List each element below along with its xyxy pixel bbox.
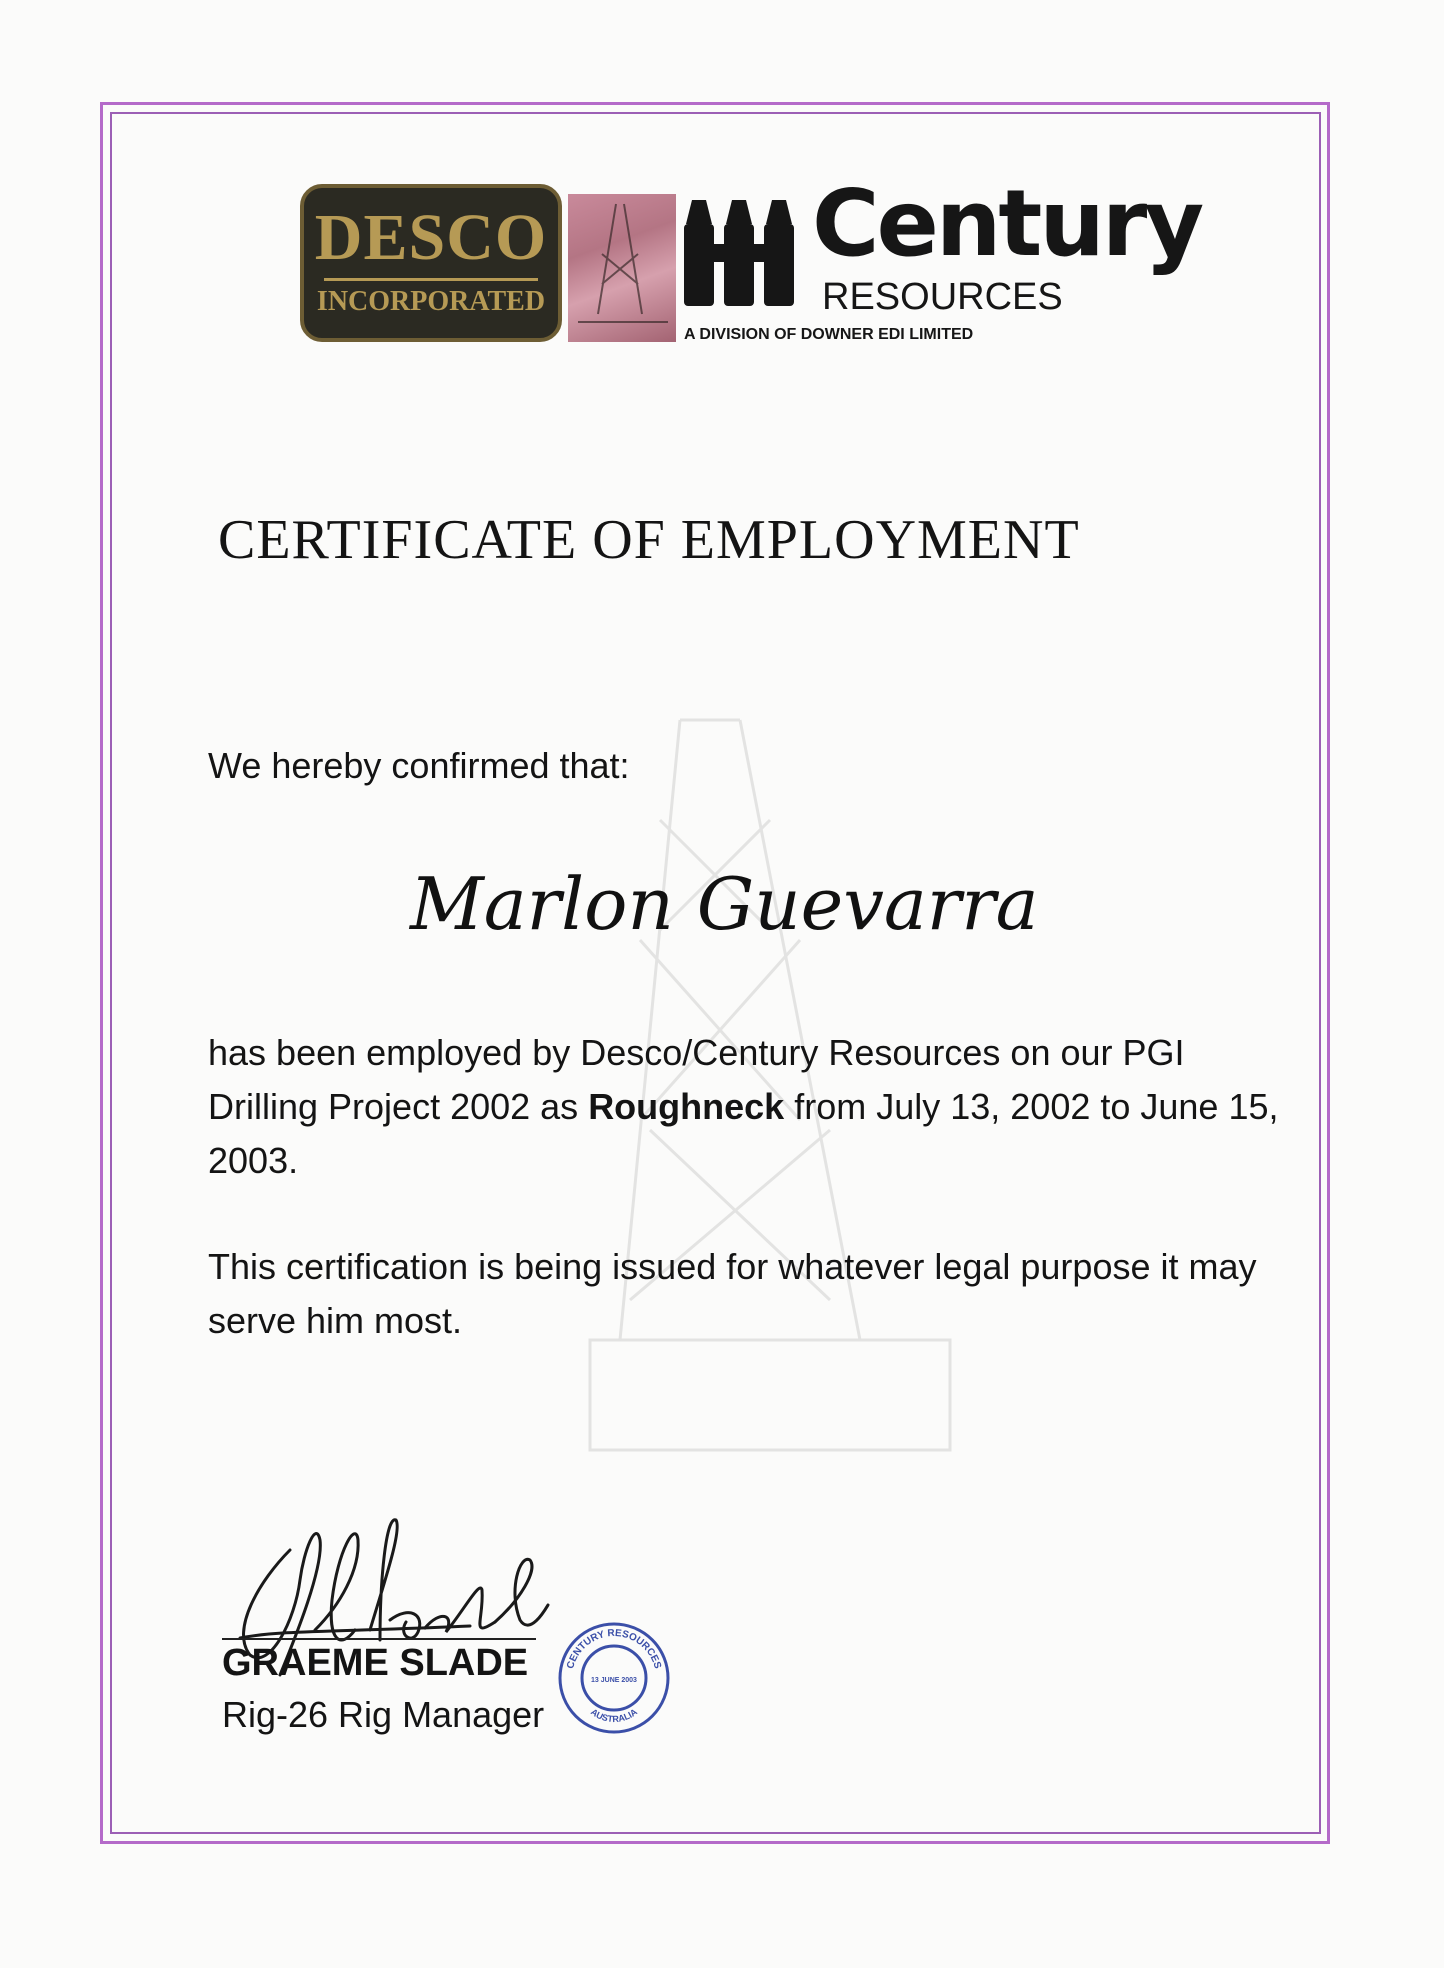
stamp-date: 13 JUNE 2003 <box>591 1677 637 1684</box>
century-logo-subtitle: RESOURCES <box>822 276 1063 318</box>
signature-line <box>222 1638 536 1640</box>
signatory-name: GRAEME SLADE <box>222 1642 529 1684</box>
century-logo-name: Century <box>812 170 1202 277</box>
employment-paragraph <box>208 1026 1288 1188</box>
employment-text-start: has been employed by Desco/Century Resources on our PGI Drilling Project 2002 as <box>208 1032 1185 1127</box>
century-logo-mark-icon <box>682 196 798 306</box>
purpose-paragraph: This certification is being issued for whatever legal purpose it may serve him most. <box>208 1246 1257 1341</box>
company-stamp <box>556 1620 672 1736</box>
stamp-org-text: CENTURY RESOURCES <box>565 1627 663 1671</box>
century-division-line: A DIVISION OF DOWNER EDI LIMITED <box>684 326 974 343</box>
desco-logo-tagline: INCORPORATED <box>316 286 546 317</box>
signatory-title: Rig-26 Rig Manager <box>222 1694 545 1735</box>
desco-logo-name: DESCO <box>314 201 548 274</box>
intro-text: We hereby confirmed that: <box>208 745 630 786</box>
desco-logo <box>300 184 562 342</box>
certificate-title: CERTIFICATE OF EMPLOYMENT <box>218 509 1080 571</box>
rig-photo <box>568 194 676 342</box>
rig-tower-icon <box>568 194 676 342</box>
desco-logo-rule <box>324 278 538 281</box>
position-title: Roughneck <box>588 1086 785 1127</box>
employment-text-end: from July 13, 2002 to June 15, 2003. <box>208 1086 1279 1181</box>
employee-name: Marlon Guevarra <box>410 862 1039 946</box>
stamp-country-text: AUSTRALIA <box>588 1706 640 1725</box>
